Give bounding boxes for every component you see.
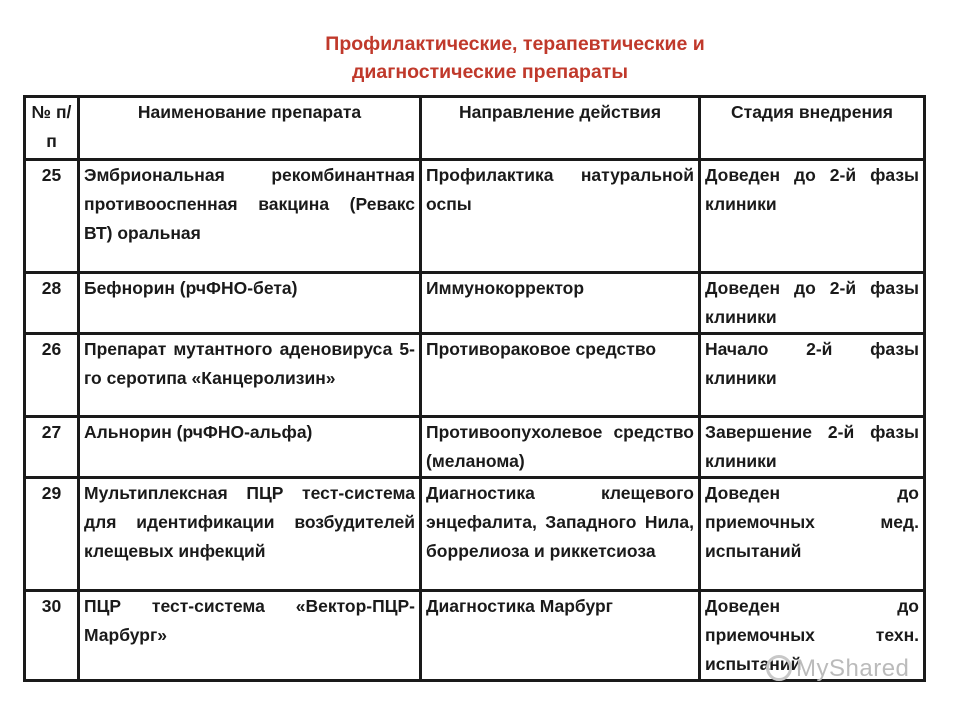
cell-direction: Диагностика клещевого энцефалита, Западного Нила, боррелиоза и риккетсиоза	[421, 478, 700, 591]
cell-num: 26	[25, 334, 79, 417]
cell-name: Препарат мутантного аденовируса 5-го серотипа «Канцеролизин»	[79, 334, 421, 417]
cell-name: Эмбриональная рекомбинантная противооспенная вакцина (Ревакс ВТ) оральная	[79, 160, 421, 273]
cell-stage: Доведен до приемочных техн. испытаний	[700, 591, 925, 681]
header-direction: Направление действия	[421, 97, 700, 160]
watermark-text: MyShared	[796, 655, 910, 682]
title-line-1: Профилактические, терапевтические и	[325, 33, 705, 55]
cell-stage: Доведен до 2-й фазы клиники	[700, 273, 925, 334]
cell-name: Альнорин (рчФНО-альфа)	[79, 417, 421, 478]
cell-name: Бефнорин (рчФНО-бета)	[79, 273, 421, 334]
header-num: № п/п	[25, 97, 79, 160]
cell-stage: Доведен до приемочных мед. испытаний	[700, 478, 925, 591]
drugs-table-container	[23, 95, 923, 682]
cell-stage: Доведен до 2-й фазы клиники	[700, 160, 925, 273]
table-row	[25, 417, 925, 478]
title-line-2: диагностические препараты	[351, 61, 629, 83]
header-name: Наименование препарата	[79, 97, 421, 160]
cell-name: Мультиплексная ПЦР тест-система для идентификации возбудителей клещевых инфекций	[79, 478, 421, 591]
cell-direction: Диагностика Марбург	[421, 591, 700, 681]
table-row	[25, 160, 925, 273]
table-row	[25, 273, 925, 334]
table-row	[25, 478, 925, 591]
cell-num: 28	[25, 273, 79, 334]
cell-num: 30	[25, 591, 79, 681]
cell-direction: Противоопухолевое средство (меланома)	[421, 417, 700, 478]
cell-direction: Иммунокорректор	[421, 273, 700, 334]
drugs-table	[23, 95, 926, 682]
cell-direction: Профилактика натуральной оспы	[421, 160, 700, 273]
cell-name: ПЦР тест-система «Вектор-ПЦР-Марбург»	[79, 591, 421, 681]
cell-stage: Завершение 2-й фазы клиники	[700, 417, 925, 478]
cell-num: 25	[25, 160, 79, 273]
header-stage: Стадия внедрения	[700, 97, 925, 160]
cell-num: 29	[25, 478, 79, 591]
cell-direction: Противораковое средство	[421, 334, 700, 417]
table-row	[25, 591, 925, 681]
page-title	[0, 30, 960, 86]
cell-num: 27	[25, 417, 79, 478]
table-row	[25, 334, 925, 417]
table-header-row	[25, 97, 925, 160]
cell-stage: Начало 2-й фазы клиники	[700, 334, 925, 417]
